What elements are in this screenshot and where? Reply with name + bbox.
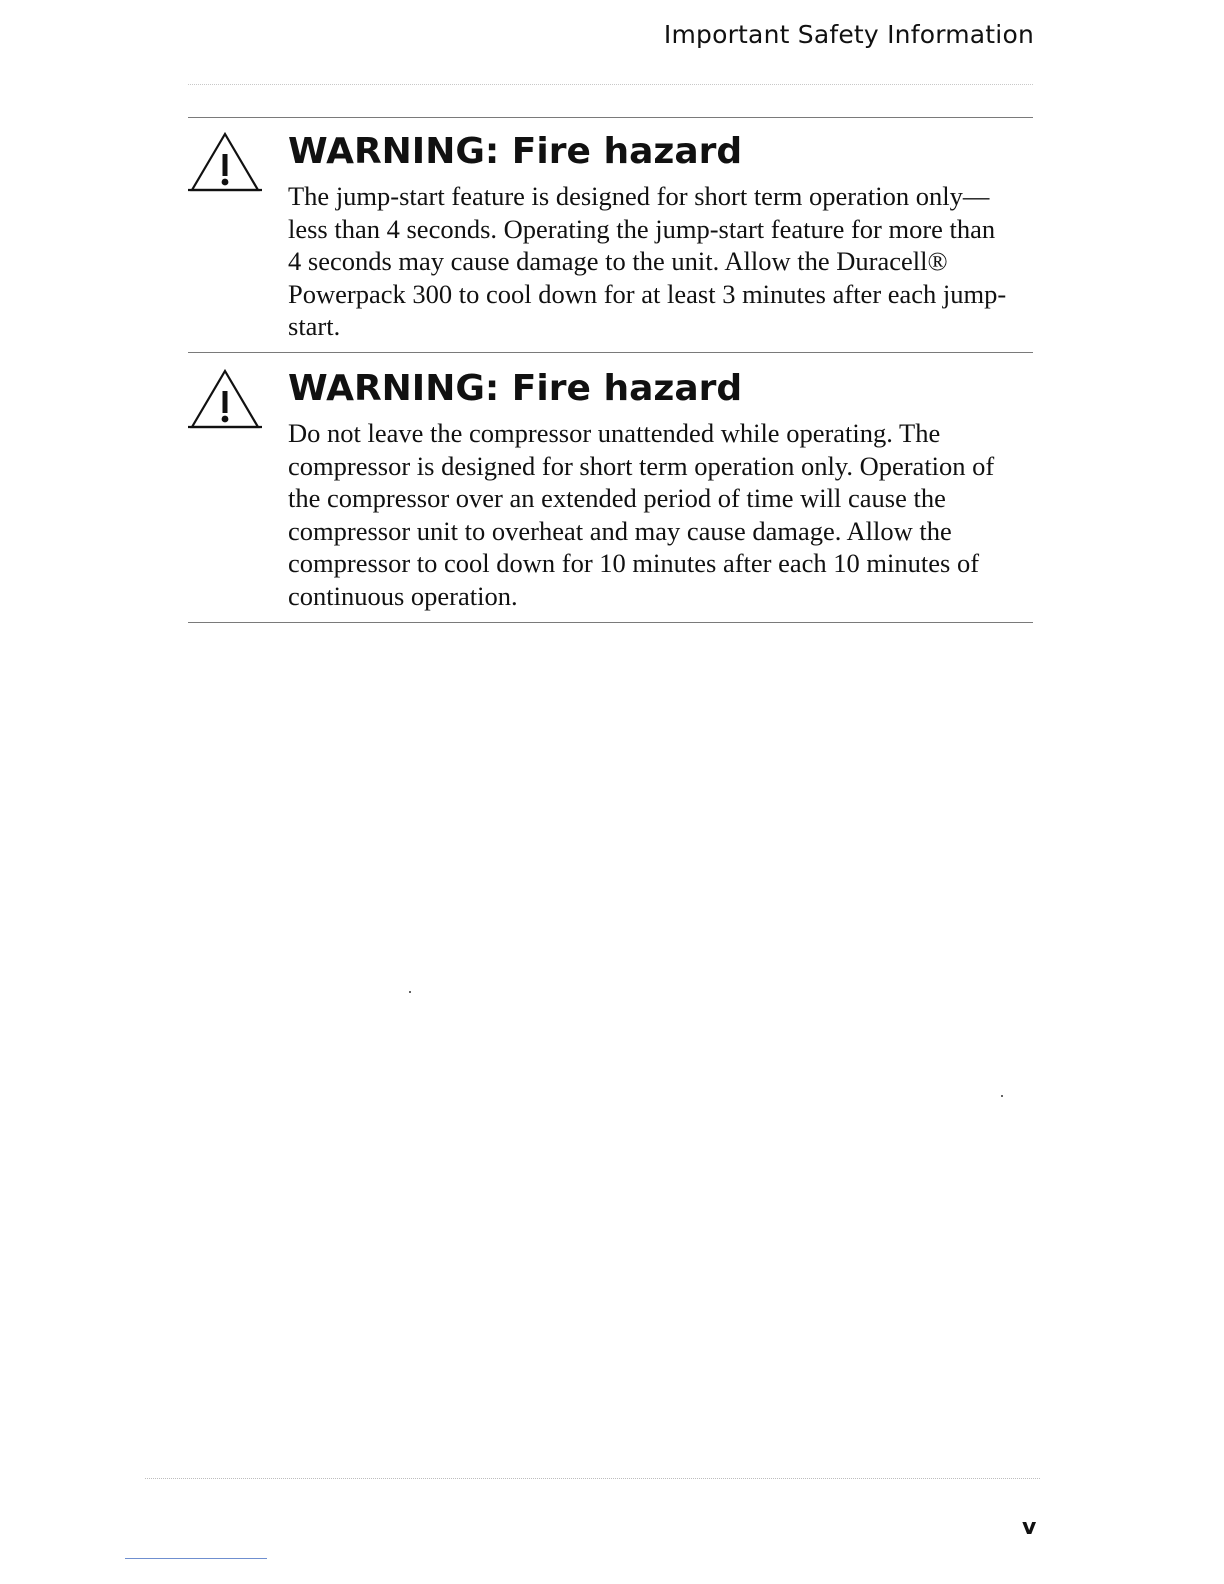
warning-body-text: [288, 417, 1033, 613]
warning-body-line: continuous operation.: [288, 580, 518, 611]
header-divider: [188, 84, 1033, 85]
warning-heading: WARNING: Fire hazard: [288, 368, 743, 409]
warning-body-text: [288, 180, 1033, 343]
warning-body-line: start.: [288, 311, 341, 342]
warning-body-line: Powerpack 300 to cool down for at least 3 minutes after each jump-: [288, 278, 1007, 309]
warning-body-line: 4 seconds may cause damage to the unit. Allow the Duracell®: [288, 246, 948, 277]
section-divider-top: [188, 117, 1033, 118]
warning-heading: WARNING: Fire hazard: [288, 131, 743, 172]
warning-body-line: Do not leave the compressor unattended while operating. The: [288, 418, 941, 448]
warning-body-line: less than 4 seconds. Operating the jump-start feature for more than: [288, 213, 996, 244]
warning-body-line: compressor unit to overheat and may cause damage. Allow the: [288, 515, 952, 546]
scan-speck: [1001, 1095, 1003, 1097]
warning-body-line: the compressor over an extended period of time will cause the: [288, 483, 946, 514]
section-divider-middle: [188, 352, 1033, 353]
page-number: v: [1022, 1515, 1037, 1540]
warning-body-line: compressor to cool down for 10 minutes after each 10 minutes of: [288, 548, 980, 579]
warning-body-line: compressor is designed for short term operation only. Operation of: [288, 450, 995, 481]
page-header-title: Important Safety Information: [663, 20, 1034, 49]
footer-divider: [145, 1478, 1040, 1479]
corner-link-underline: [125, 1558, 267, 1559]
warning-body-line: The jump-start feature is designed for short term operation only—: [288, 181, 990, 211]
warning-triangle-icon: [188, 367, 262, 433]
section-divider-bottom: [188, 622, 1033, 623]
scan-speck: [409, 991, 411, 993]
warning-triangle-icon: [188, 130, 262, 196]
